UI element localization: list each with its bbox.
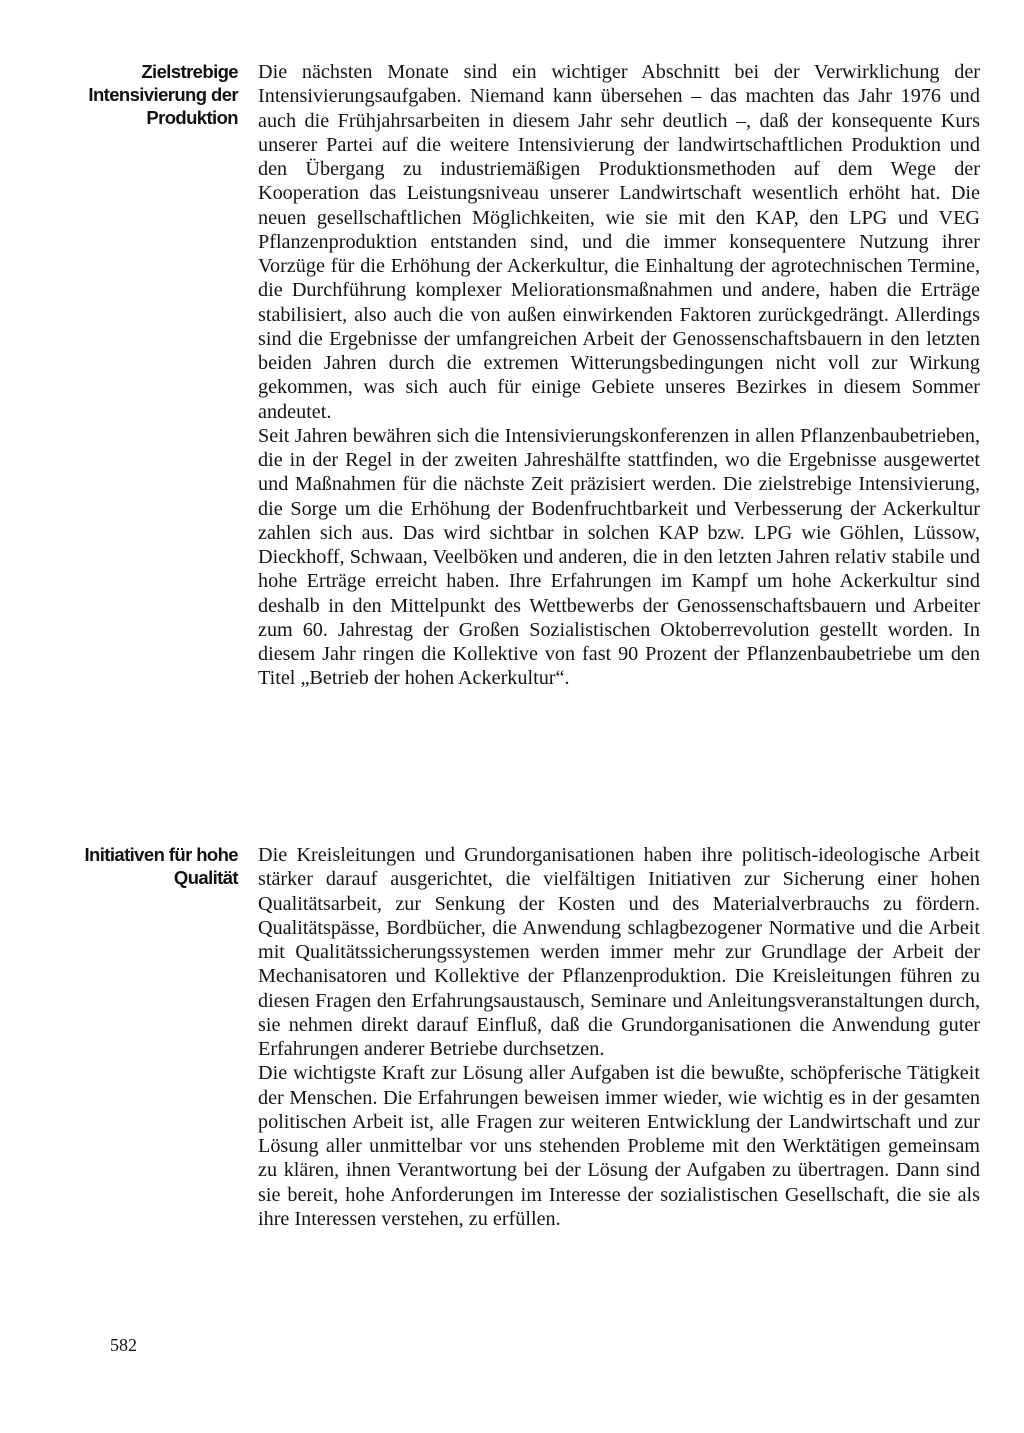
section-heading: Initiativen für hohe Qualität [84, 844, 238, 888]
section-body [258, 60, 980, 691]
paragraph: Die Kreisleitungen und Grundorganisationen haben ihre politisch-ideologische Arbeit stärker darauf ausgerichtet, die vielfältigen Initiativen zur Sicherung einer hohen Qualitätsarbeit, zur Senkung der Kosten und des Materialverbrauchs zu fördern. Qualitätspässe, Bordbücher, die Anwendung schlagbezogener Normative und die Arbeit mit Qualitätssicherungssystemen werden immer mehr zur Grundlage der Arbeit der Mechanisatoren und Kollektive der Pflanzenproduktion. Die Kreisleitungen führen zu diesen Fragen den Erfahrungsaustausch, Seminare und Anleitungsveranstaltungen durch, sie nehmen direkt darauf Einfluß, daß die Grundorganisationen die Anwendung guter Erfahrungen anderer Betriebe durchsetzen. [258, 844, 980, 1060]
section-heading: Zielstrebige Intensivierung der Produktion [88, 61, 238, 128]
page-number: 582 [110, 1335, 137, 1355]
paragraph: Seit Jahren bewähren sich die Intensivierungskonferenzen in allen Pflanzenbaubetrieben, die in der Regel in der zweiten Jahreshälfte stattfinden, wo die Ergebnisse ausgewertet und Maßnahmen für die nächste Zeit präzisiert werden. Die zielstrebige Intensivierung, die Sorge um die Erhöhung der Bodenfruchtbarkeit und Verbesserung der Ackerkultur zahlen sich aus. Das wird sichtbar in solchen KAP bzw. LPG wie Göhlen, Lüssow, Dieckhoff, Schwaan, Veelböken und anderen, die in den letzten Jahren relativ stabile und hohe Erträge erreicht haben. Ihre Erfahrungen im Kampf um hohe Ackerkultur sind deshalb in den Mittelpunkt des Wettbewerbs der Genossenschaftsbauern und Arbeiter zum 60. Jahrestag der Großen Sozialistischen Oktoberrevolution gestellt worden. In diesem Jahr ringen die Kollektive von fast 90 Prozent der Pflanzenbaubetriebe um den Titel „Betrieb der hohen Ackerkultur“. [258, 424, 980, 690]
paragraph: Die nächsten Monate sind ein wichtiger Abschnitt bei der Verwirklichung der Intensivierungsaufgaben. Niemand kann übersehen – das machten das Jahr 1976 und auch die Frühjahrsarbeiten in diesem Jahr sehr deutlich –, daß der konsequente Kurs unserer Partei auf die weitere Intensivierung der landwirtschaftlichen Produktion und den Übergang zu industriemäßigen Produktionsmethoden auf dem Wege der Kooperation das Leistungsniveau unserer Landwirtschaft wesentlich erhöht hat. Die neuen gesellschaftlichen Möglichkeiten, wie sie mit den KAP, den LPG und VEG Pflanzenproduktion entstanden sind, und die immer konsequentere Nutzung ihrer Vorzüge für die Erhöhung der Ackerkultur, die Einhaltung der agrotechnischen Termine, die Durchführung komplexer Meliorationsmaßnahmen und andere, haben die Erträge stabilisiert, also auch die von außen einwirkenden Faktoren zurückgedrängt. Allerdings sind die Ergebnisse der umfangreichen Arbeit der Genossenschaftsbauern in den letzten beiden Jahren durch die extremen Witterungsbedingungen nicht voll zur Wirkung gekommen, was sich auch für einige Gebiete unseres Bezirkes in diesem Sommer andeutet. [258, 61, 980, 423]
paragraph: Die wichtigste Kraft zur Lösung aller Aufgaben ist die bewußte, schöpferische Tätigkeit der Menschen. Die Erfahrungen beweisen immer wieder, wie wichtig es in der gesamten politischen Arbeit ist, alle Fragen zur weiteren Entwicklung der Landwirtschaft und zur Lösung aller unmittelbar vor uns stehenden Probleme mit den Werktätigen gemeinsam zu klären, ihnen Verantwortung bei der Lösung der Aufgaben zu übertragen. Dann sind sie bereit, hohe Anforderungen im Interesse der sozialistischen Gesellschaft, die sie als ihre Interessen verstehen, zu erfüllen. [258, 1062, 980, 1230]
section-body [258, 843, 980, 1231]
